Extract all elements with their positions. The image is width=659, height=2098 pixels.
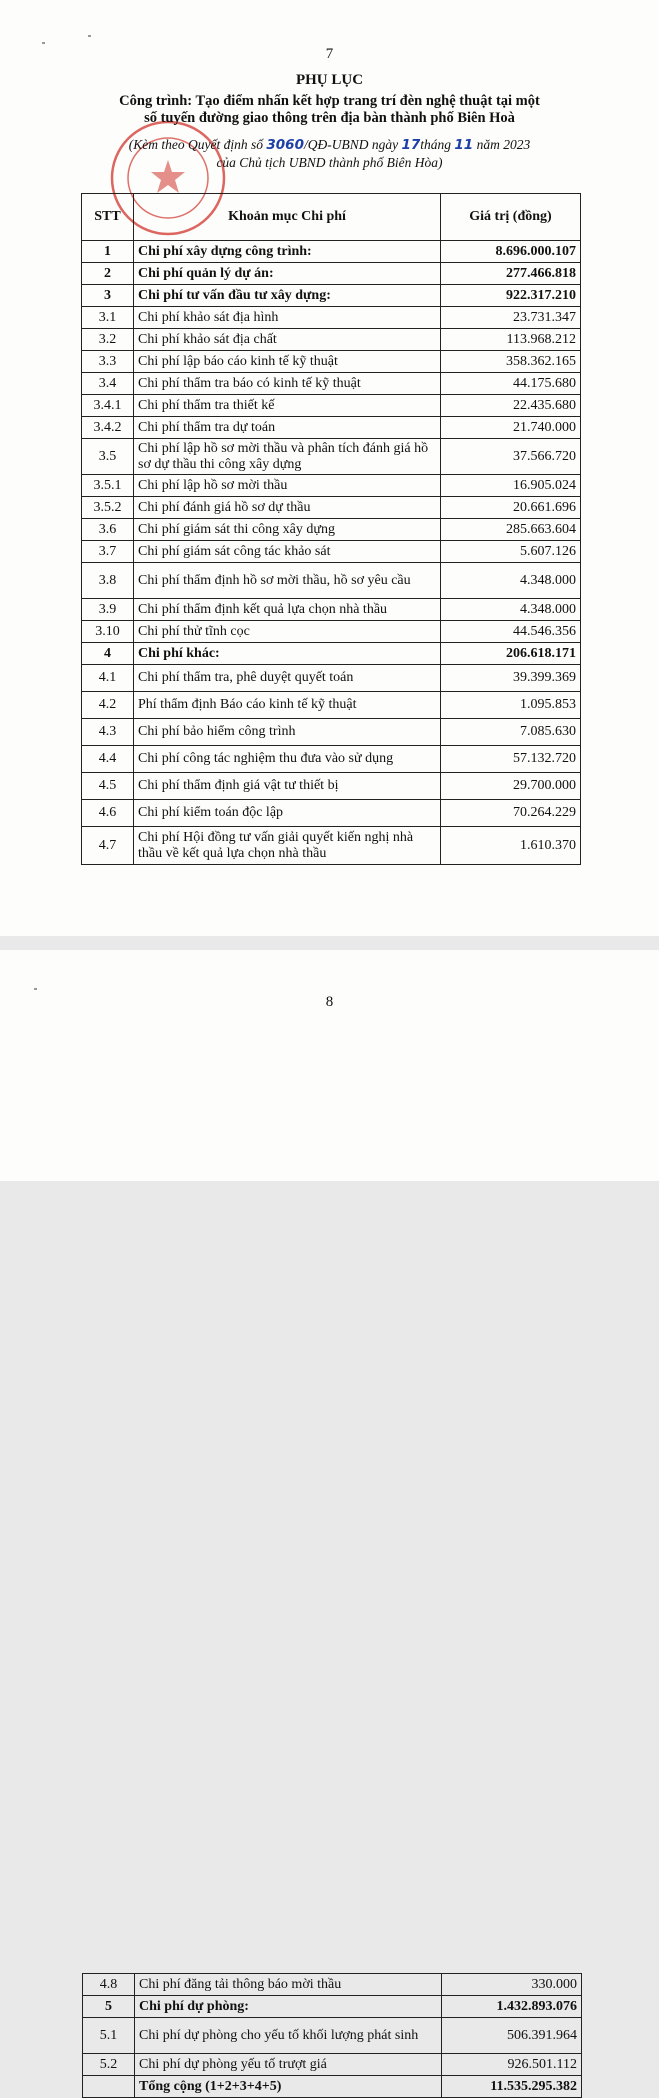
row-item: Chi phí đánh giá hồ sơ dự thầu: [134, 497, 441, 519]
table-row: [82, 519, 581, 541]
table-row: [82, 263, 581, 285]
row-item: Chi phí dự phòng:: [135, 1996, 442, 2018]
header-item: Khoản mục Chi phí: [134, 194, 441, 241]
row-stt: 4.1: [82, 665, 134, 692]
scan-speck: [88, 35, 91, 37]
table-row: [82, 773, 581, 800]
decision-prefix: (Kèm theo Quyết định số: [128, 137, 267, 152]
row-stt: 4.6: [82, 800, 134, 827]
handwritten-month: 11: [454, 137, 474, 153]
table-row: [82, 665, 581, 692]
decision-year: năm 2023: [473, 137, 531, 152]
handwritten-day: 17: [401, 137, 421, 153]
row-value: 113.968.212: [441, 329, 581, 351]
row-item: Chi phí lập hồ sơ mời thầu và phân tích đánh giá hồ sơ dự thầu thi công xây dựng: [134, 439, 441, 475]
row-value: 4.348.000: [441, 563, 581, 599]
row-stt: 3.10: [82, 621, 134, 643]
row-stt: 3.9: [82, 599, 134, 621]
row-stt: 1: [82, 241, 134, 263]
row-item: Chi phí thử tĩnh cọc: [134, 621, 441, 643]
row-stt: 5.1: [83, 2018, 135, 2054]
page-number: 7: [325, 46, 334, 62]
row-value: 44.175.680: [441, 373, 581, 395]
row-item: Chi phí quản lý dự án:: [134, 263, 441, 285]
decision-reference: [0, 136, 659, 172]
row-item: Chi phí khảo sát địa hình: [134, 307, 441, 329]
table-row: [82, 475, 581, 497]
table-row: [82, 307, 581, 329]
project-line-1: Công trình: Tạo điểm nhấn kết hợp trang trí đèn nghệ thuật tại một: [119, 93, 540, 109]
row-value: 57.132.720: [441, 746, 581, 773]
table-row: [82, 285, 581, 307]
row-stt: 4.4: [82, 746, 134, 773]
row-value: 39.399.369: [441, 665, 581, 692]
row-item: Chi phí thẩm tra báo có kinh tế kỹ thuật: [134, 373, 441, 395]
row-item: Chi phí thẩm tra, phê duyệt quyết toán: [134, 665, 441, 692]
document-page-1: [0, 0, 659, 936]
total-label: Tổng cộng (1+2+3+4+5): [135, 2076, 442, 2098]
row-item: Chi phí giám sát công tác khảo sát: [134, 541, 441, 563]
table-row: [83, 1974, 582, 1996]
row-value: 358.362.165: [441, 351, 581, 373]
row-item: Chi phí bảo hiểm công trình: [134, 719, 441, 746]
table-row: [82, 827, 581, 865]
row-item: Chi phí dự phòng yếu tố trượt giá: [135, 2054, 442, 2076]
row-stt: [83, 2076, 135, 2098]
table-row: [82, 395, 581, 417]
table-row: [82, 373, 581, 395]
table-row: [82, 692, 581, 719]
project-line-2: số tuyến đường giao thông trên địa bàn thành phố Biên Hoà: [144, 110, 515, 126]
table-row: [83, 1996, 582, 2018]
row-item: Chi phí khảo sát địa chất: [134, 329, 441, 351]
row-item: Chi phí khác:: [134, 643, 441, 665]
row-stt: 3.6: [82, 519, 134, 541]
row-value: 922.317.210: [441, 285, 581, 307]
table-row: [82, 746, 581, 773]
table-total-row: [83, 2076, 582, 2098]
row-value: 4.348.000: [441, 599, 581, 621]
row-item: Phí thẩm định Báo cáo kinh tế kỹ thuật: [134, 692, 441, 719]
row-stt: 4.7: [82, 827, 134, 865]
decision-line-2: của Chủ tịch UBND thành phố Biên Hòa): [216, 155, 443, 170]
table-row: [82, 643, 581, 665]
table-row: [82, 329, 581, 351]
appendix-title: PHỤ LỤC: [295, 72, 364, 88]
row-stt: 3.5: [82, 439, 134, 475]
row-item: Chi phí lập báo cáo kinh tế kỹ thuật: [134, 351, 441, 373]
row-value: 16.905.024: [441, 475, 581, 497]
row-stt: 4.3: [82, 719, 134, 746]
table-row: [82, 563, 581, 599]
row-item: Chi phí thẩm định hồ sơ mời thầu, hồ sơ yêu cầu: [134, 563, 441, 599]
row-stt: 4.5: [82, 773, 134, 800]
row-value: 23.731.347: [441, 307, 581, 329]
row-item: Chi phí xây dựng công trình:: [134, 241, 441, 263]
table-row: [82, 800, 581, 827]
decision-mid: /QĐ-UBND ngày: [303, 137, 402, 152]
row-value: 8.696.000.107: [441, 241, 581, 263]
row-item: Chi phí thẩm định kết quả lựa chọn nhà thầu: [134, 599, 441, 621]
cost-table-continued: [82, 1973, 582, 2098]
decision-line-1: [0, 136, 659, 154]
table-row: [82, 497, 581, 519]
table-row: [82, 241, 581, 263]
table-header-row: [82, 194, 581, 241]
row-value: 926.501.112: [442, 2054, 582, 2076]
scan-speck: [34, 988, 37, 990]
table-row: [82, 621, 581, 643]
page-number: 8: [325, 994, 334, 1010]
row-stt: 3.4: [82, 373, 134, 395]
row-stt: 3.7: [82, 541, 134, 563]
table-row: [83, 2018, 582, 2054]
scan-speck: [42, 42, 45, 44]
row-value: 29.700.000: [441, 773, 581, 800]
row-item: Chi phí công tác nghiệm thu đưa vào sử dụng: [134, 746, 441, 773]
row-stt: 3.1: [82, 307, 134, 329]
row-item: Chi phí kiểm toán độc lập: [134, 800, 441, 827]
row-item: Chi phí tư vấn đầu tư xây dựng:: [134, 285, 441, 307]
row-item: Chi phí lập hồ sơ mời thầu: [134, 475, 441, 497]
project-title: [0, 93, 659, 127]
table-row: [82, 719, 581, 746]
row-value: 20.661.696: [441, 497, 581, 519]
table-row: [82, 439, 581, 475]
cost-table: [81, 193, 581, 865]
row-stt: 4: [82, 643, 134, 665]
row-value: 206.618.171: [441, 643, 581, 665]
row-stt: 3: [82, 285, 134, 307]
handwritten-decision-number: 3060: [266, 137, 304, 153]
row-value: 506.391.964: [442, 2018, 582, 2054]
header-stt: STT: [82, 194, 134, 241]
row-value: 277.466.818: [441, 263, 581, 285]
row-value: 5.607.126: [441, 541, 581, 563]
row-item: Chi phí dự phòng cho yếu tố khối lượng phát sinh: [135, 2018, 442, 2054]
table-row: [82, 351, 581, 373]
header-value: Giá trị (đồng): [441, 194, 581, 241]
decision-month-label: tháng: [420, 137, 455, 152]
row-stt: 3.8: [82, 563, 134, 599]
row-stt: 5: [83, 1996, 135, 2018]
table-row: [82, 599, 581, 621]
row-item: Chi phí thẩm tra thiết kế: [134, 395, 441, 417]
row-value: 285.663.604: [441, 519, 581, 541]
row-item: Chi phí giám sát thi công xây dựng: [134, 519, 441, 541]
row-stt: 5.2: [83, 2054, 135, 2076]
row-value: 1.432.893.076: [442, 1996, 582, 2018]
row-value: 1.610.370: [441, 827, 581, 865]
row-stt: 3.5.1: [82, 475, 134, 497]
row-value: 1.095.853: [441, 692, 581, 719]
row-value: 22.435.680: [441, 395, 581, 417]
row-stt: 2: [82, 263, 134, 285]
row-item: Chi phí thẩm tra dự toán: [134, 417, 441, 439]
row-item: Chi phí đăng tải thông báo mời thầu: [135, 1974, 442, 1996]
total-value: 11.535.295.382: [442, 2076, 582, 2098]
table-row: [82, 541, 581, 563]
document-page-2: [0, 950, 659, 2094]
table-row: [83, 2054, 582, 2076]
row-stt: 3.4.2: [82, 417, 134, 439]
row-item: Chi phí Hội đồng tư vấn giải quyết kiến nghị nhà thầu về kết quả lựa chọn nhà thầu: [134, 827, 441, 865]
row-stt: 3.4.1: [82, 395, 134, 417]
row-value: 7.085.630: [441, 719, 581, 746]
row-stt: 4.8: [83, 1974, 135, 1996]
row-value: 21.740.000: [441, 417, 581, 439]
row-stt: 4.2: [82, 692, 134, 719]
table-row: [82, 417, 581, 439]
row-value: 330.000: [442, 1974, 582, 1996]
row-item: Chi phí thẩm định giá vật tư thiết bị: [134, 773, 441, 800]
row-value: 37.566.720: [441, 439, 581, 475]
row-stt: 3.2: [82, 329, 134, 351]
row-value: 70.264.229: [441, 800, 581, 827]
row-stt: 3.3: [82, 351, 134, 373]
row-value: 44.546.356: [441, 621, 581, 643]
row-stt: 3.5.2: [82, 497, 134, 519]
